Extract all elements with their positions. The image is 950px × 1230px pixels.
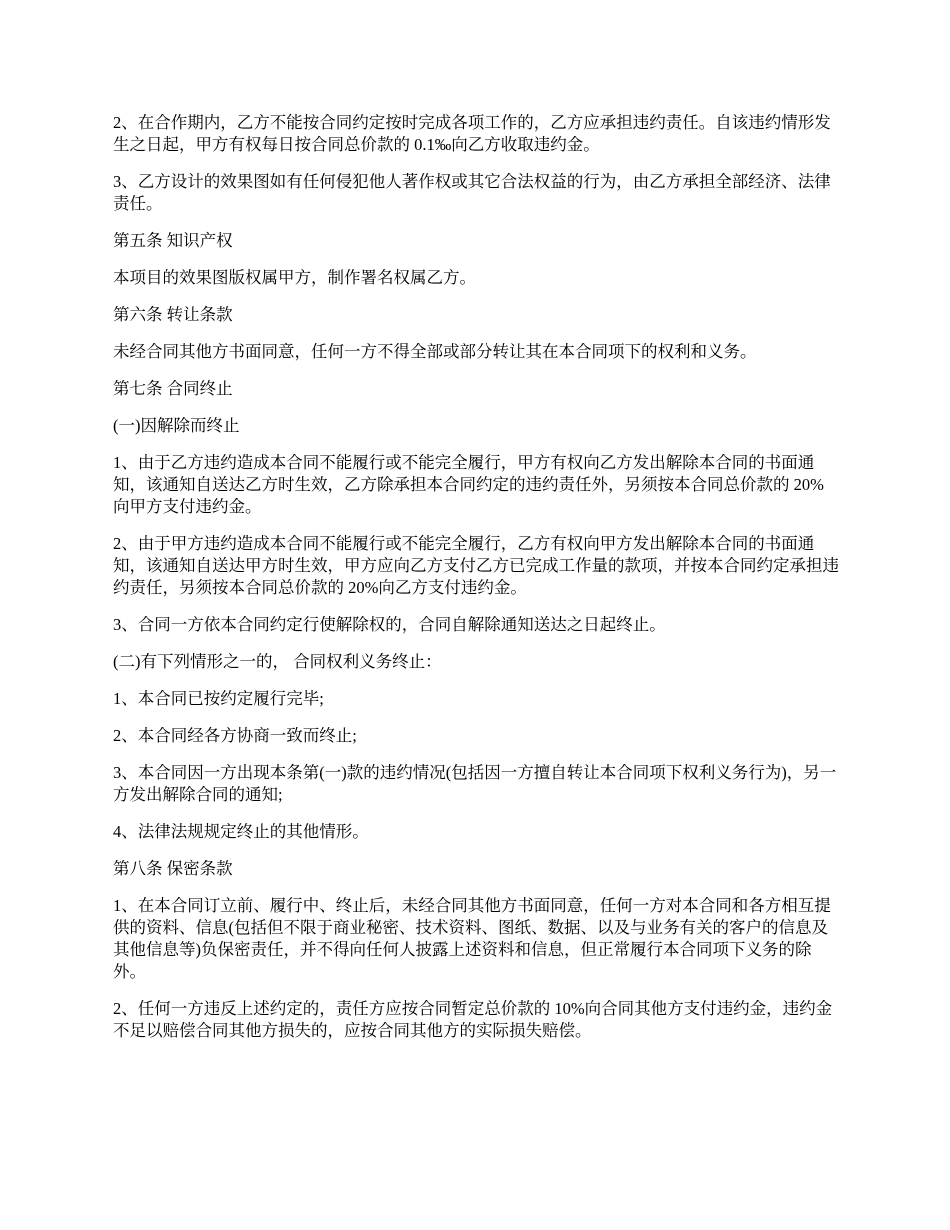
article-5-body: 本项目的效果图版权属甲方，制作署名权属乙方。 bbox=[113, 268, 476, 287]
article-7-section-1-item-3: 3、合同一方依本合同约定行使解除权的，合同自解除通知送达之日起终止。 bbox=[113, 615, 666, 634]
document-page bbox=[113, 112, 840, 1057]
article-7-section-2-item-1: 1、本合同已按约定履行完毕; bbox=[113, 689, 324, 708]
article-7-heading: 第七条 合同终止 bbox=[113, 379, 233, 398]
article-6-heading: 第六条 转让条款 bbox=[113, 305, 233, 324]
article-8-item-2: 2、任何一方违反上述约定的，责任方应按合同暂定总价款的 10%向合同其他方支付违约金，违约金不足以赔偿合同其他方损失的，应按合同其他方的实际损失赔偿。 bbox=[113, 999, 833, 1040]
article-7-section-2-item-4: 4、法律法规规定终止的其他情形。 bbox=[113, 822, 369, 841]
article-7-section-1-item-1: 1、由于乙方违约造成本合同不能履行或不能完全履行，甲方有权向乙方发出解除本合同的书面通知，该通知自送达乙方时生效，乙方除承担本合同约定的违约责任外，另须按本合同总价款的 20%向甲方支付违约金。 bbox=[113, 453, 824, 516]
clause-breach-delay: 2、在合作期内，乙方不能按合同约定按时完成各项工作的，乙方应承担违约责任。自该违约情形发生之日起，甲方有权每日按合同总价款的 0.1‰向乙方收取违约金。 bbox=[113, 113, 831, 154]
clause-breach-infringement: 3、乙方设计的效果图如有任何侵犯他人著作权或其它合法权益的行为，由乙方承担全部经济、法律责任。 bbox=[113, 172, 831, 213]
article-7-section-1-item-2: 2、由于甲方违约造成本合同不能履行或不能完全履行，乙方有权向甲方发出解除本合同的书面通知，该通知自送达甲方时生效，甲方应向乙方支付乙方已完成工作量的款项，并按本合同约定承担违约责任，另须按本合同总价款的 20%向乙方支付违约金。 bbox=[113, 534, 839, 597]
article-7-section-2-item-2: 2、本合同经各方协商一致而终止; bbox=[113, 726, 357, 745]
article-7-section-2-heading: (二)有下列情形之一的， 合同权利义务终止： bbox=[113, 652, 442, 671]
article-6-body: 未经合同其他方书面同意，任何一方不得全部或部分转让其在本合同项下的权利和义务。 bbox=[113, 342, 757, 361]
article-7-section-2-item-3: 3、本合同因一方出现本条第(一)款的违约情况(包括因一方擅自转让本合同项下权利义务行为)，另一方发出解除合同的通知; bbox=[113, 763, 837, 804]
article-8-heading: 第八条 保密条款 bbox=[113, 859, 233, 878]
article-5-heading: 第五条 知识产权 bbox=[113, 231, 233, 250]
article-8-item-1: 1、在本合同订立前、履行中、终止后，未经合同其他方书面同意，任何一方对本合同和各方相互提供的资料、信息(包括但不限于商业秘密、技术资料、图纸、数据、以及与业务有关的客户的信息及其他信息等)负保密责任，并不得向任何人披露上述资料和信息，但正常履行本合同项下义务的除外。 bbox=[113, 896, 831, 981]
article-7-section-1-heading: (一)因解除而终止 bbox=[113, 416, 240, 435]
